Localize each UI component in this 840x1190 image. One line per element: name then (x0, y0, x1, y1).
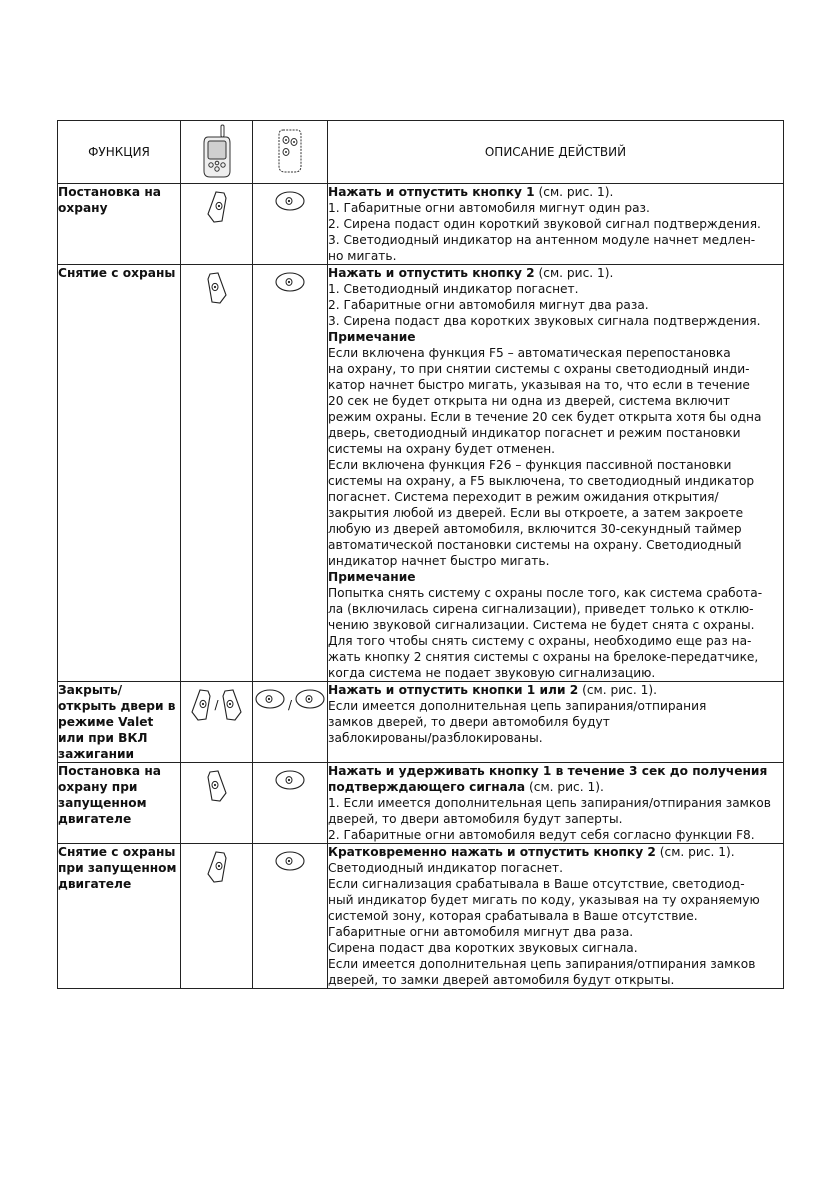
plain-text: системы на охрану будет отменен. (328, 442, 556, 456)
remote-buttons-1-2-icon-a (254, 688, 286, 710)
pager-icon-cell (181, 682, 253, 763)
plain-text: Если имеется дополнительная цепь запирания/отпирания (328, 699, 707, 713)
description-line (328, 489, 783, 505)
plain-text: (см. рис. 1). (534, 266, 614, 280)
description-line (328, 617, 783, 633)
description-line (328, 649, 783, 665)
description-line (328, 297, 783, 313)
bold-text: Нажать и отпустить кнопку 2 (328, 266, 535, 280)
remote-icon-cell (253, 184, 328, 265)
plain-text: 3. Сирена подаст два коротких звуковых сигнала подтверждения. (328, 314, 761, 328)
plain-text: дверей, то замки дверей автомобиля будут открыты. (328, 973, 675, 987)
description-line (328, 763, 783, 779)
table-header-row (58, 121, 784, 184)
plain-text: системы на охрану, а F5 выключена, то светодиодный индикатор (328, 474, 755, 488)
description-line (328, 876, 783, 892)
bold-text: Кратковременно нажать и отпустить кнопку 2 (328, 845, 656, 859)
plain-text: индикатор начнет быстро мигать. (328, 554, 550, 568)
description-line (328, 714, 783, 730)
plain-text: Попытка снять систему с охраны после того, как система сработа- (328, 586, 763, 600)
plain-text: любую из дверей автомобиля, включится 30-секундный таймер (328, 522, 742, 536)
table-row (58, 682, 784, 763)
description-line (328, 425, 783, 441)
description-line (328, 633, 783, 649)
remote-icon-cell (253, 763, 328, 844)
description-line (328, 281, 783, 297)
description-line (328, 393, 783, 409)
pager-icon-cell (181, 763, 253, 844)
bold-text: Нажать и отпустить кнопку 1 (328, 185, 535, 199)
plain-text: Если включена функция F26 – функция пассивной постановки (328, 458, 732, 472)
description-line (328, 908, 783, 924)
simple-remote-icon (277, 128, 303, 174)
description-line (328, 844, 783, 860)
plain-text: (см. рис. 1). (534, 185, 614, 199)
description-line (328, 313, 783, 329)
description-line (328, 553, 783, 569)
remote-icon-cell (253, 265, 328, 682)
description-line (328, 682, 783, 698)
description-line (328, 940, 783, 956)
description-line (328, 441, 783, 457)
plain-text: катор начнет быстро мигать, указывая на то, что если в течение (328, 378, 750, 392)
description-line (328, 665, 783, 681)
functions-table (57, 120, 784, 989)
description-line (328, 924, 783, 940)
table-row (58, 265, 784, 682)
description-line (328, 216, 783, 232)
description-cell (328, 184, 784, 265)
description-cell (328, 763, 784, 844)
description-line (328, 409, 783, 425)
plain-text: Сирена подаст два коротких звуковых сигнала. (328, 941, 638, 955)
plain-text: 2. Сирена подаст один короткий звуковой сигнал подтверждения. (328, 217, 761, 231)
pager-button-1-icon (206, 190, 228, 224)
table-row (58, 844, 784, 989)
plain-text: ный индикатор будет мигать по коду, указывая на ту охраняемую (328, 893, 760, 907)
description-line (328, 248, 783, 264)
function-name: Постановка на охрану (58, 184, 181, 265)
description-line (328, 811, 783, 827)
description-line (328, 345, 783, 361)
bold-text: Примечание (328, 570, 416, 584)
description-cell (328, 265, 784, 682)
description-line (328, 795, 783, 811)
bold-text: Нажать и отпустить кнопки 1 или 2 (328, 683, 579, 697)
pager-icon-cell (181, 184, 253, 265)
description-line (328, 329, 783, 345)
plain-text: жать кнопку 2 снятия системы с охраны на брелоке-передатчике, (328, 650, 759, 664)
plain-text: 20 сек не будет открыта ни одна из дверей, система включит (328, 394, 731, 408)
description-line (328, 457, 783, 473)
description-line (328, 184, 783, 200)
plain-text: 1. Габаритные огни автомобиля мигнут один раз. (328, 201, 650, 215)
bold-text: подтверждающего сигнала (328, 780, 526, 794)
pager-button-2-icon (206, 850, 228, 884)
description-line (328, 505, 783, 521)
remote-button-2-icon (274, 271, 306, 293)
description-cell (328, 682, 784, 763)
description-line (328, 698, 783, 714)
remote-icon-cell (253, 682, 328, 763)
plain-text: 3. Светодиодный индикатор на антенном модуле начнет медлен- (328, 233, 756, 247)
description-line (328, 892, 783, 908)
plain-text: чению звуковой сигнализации. Система не будет снята с охраны. (328, 618, 755, 632)
plain-text: Если включена функция F5 – автоматическая перепостановка (328, 346, 731, 360)
description-line (328, 972, 783, 988)
plain-text: Габаритные огни автомобиля мигнут два раза. (328, 925, 634, 939)
plain-text: замков дверей, то двери автомобиля будут (328, 715, 610, 729)
description-line (328, 601, 783, 617)
table-row (58, 184, 784, 265)
plain-text: но мигать. (328, 249, 397, 263)
plain-text: на охрану, то при снятии системы с охраны светодиодный инди- (328, 362, 750, 376)
separator: / (214, 698, 219, 712)
description-line (328, 779, 783, 795)
pager-icon-cell (181, 844, 253, 989)
header-function: ФУНКЦИЯ (58, 121, 181, 184)
description-line (328, 377, 783, 393)
description-line (328, 361, 783, 377)
function-name: Снятие с охраны при запущенном двигателе (58, 844, 181, 989)
plain-text: системой зону, которая срабатывала в Ваше отсутствие. (328, 909, 698, 923)
description-line (328, 860, 783, 876)
pager-button-2-icon (206, 271, 228, 305)
function-name: Постановка на охрану при запущенном двигателе (58, 763, 181, 844)
plain-text: погаснет. Система переходит в режим ожидания открытия/ (328, 490, 719, 504)
plain-text: (см. рис. 1). (655, 845, 735, 859)
remote-button-2-icon (274, 850, 306, 872)
description-line (328, 200, 783, 216)
description-line (328, 827, 783, 843)
plain-text: заблокированы/разблокированы. (328, 731, 543, 745)
lcd-pager-remote-icon (202, 123, 232, 179)
description-line (328, 730, 783, 746)
plain-text: Светодиодный индикатор погаснет. (328, 861, 564, 875)
plain-text: дверей, то двери автомобиля будут заперты. (328, 812, 623, 826)
header-description: ОПИСАНИЕ ДЕЙСТВИЙ (328, 121, 784, 184)
plain-text: закрытия любой из дверей. Если вы откроете, а затем закроете (328, 506, 744, 520)
plain-text: 1. Светодиодный индикатор погаснет. (328, 282, 579, 296)
pager-buttons-1-2-icon-b (221, 688, 243, 722)
header-pager-cell (181, 121, 253, 184)
plain-text: режим охраны. Если в течение 20 сек будет открыта хотя бы одна (328, 410, 762, 424)
description-line (328, 569, 783, 585)
plain-text: 1. Если имеется дополнительная цепь запирания/отпирания замков (328, 796, 771, 810)
plain-text: (см. рис. 1). (578, 683, 657, 697)
description-line (328, 473, 783, 489)
bold-text: Нажать и удерживать кнопку 1 в течение 3 сек до получения (328, 764, 768, 778)
plain-text: ла (включилась сирена сигнализации), приведет только к отклю- (328, 602, 754, 616)
remote-button-1-icon (274, 190, 306, 212)
plain-text: Для того чтобы снять систему с охраны, необходимо еще раз на- (328, 634, 752, 648)
description-line (328, 585, 783, 601)
description-line (328, 537, 783, 553)
description-line (328, 956, 783, 972)
header-remote-cell (253, 121, 328, 184)
remote-button-1-icon (274, 769, 306, 791)
pager-buttons-1-2-icon-a (190, 688, 212, 722)
pager-button-1-icon (206, 769, 228, 803)
function-name: Закрыть/ открыть двери в режиме Valet или при ВКЛ зажигании (58, 682, 181, 763)
plain-text: Если сигнализация срабатывала в Ваше отсутствие, светодиод- (328, 877, 745, 891)
description-line (328, 521, 783, 537)
plain-text: автоматической постановки системы на охрану. Светодиодный (328, 538, 742, 552)
separator: / (287, 698, 293, 712)
description-cell (328, 844, 784, 989)
description-line (328, 265, 783, 281)
table-row (58, 763, 784, 844)
description-line (328, 232, 783, 248)
plain-text: 2. Габаритные огни автомобиля ведут себя согласно функции F8. (328, 828, 755, 842)
plain-text: Если имеется дополнительная цепь запирания/отпирания замков (328, 957, 756, 971)
plain-text: 2. Габаритные огни автомобиля мигнут два раза. (328, 298, 649, 312)
remote-icon-cell (253, 844, 328, 989)
pager-icon-cell (181, 265, 253, 682)
remote-buttons-1-2-icon-b (294, 688, 326, 710)
plain-text: (см. рис. 1). (525, 780, 604, 794)
function-name: Снятие с охраны (58, 265, 181, 682)
bold-text: Примечание (328, 330, 416, 344)
plain-text: дверь, светодиодный индикатор погаснет и режим постановки (328, 426, 741, 440)
plain-text: когда система не подает звуковую сигнализацию. (328, 666, 656, 680)
